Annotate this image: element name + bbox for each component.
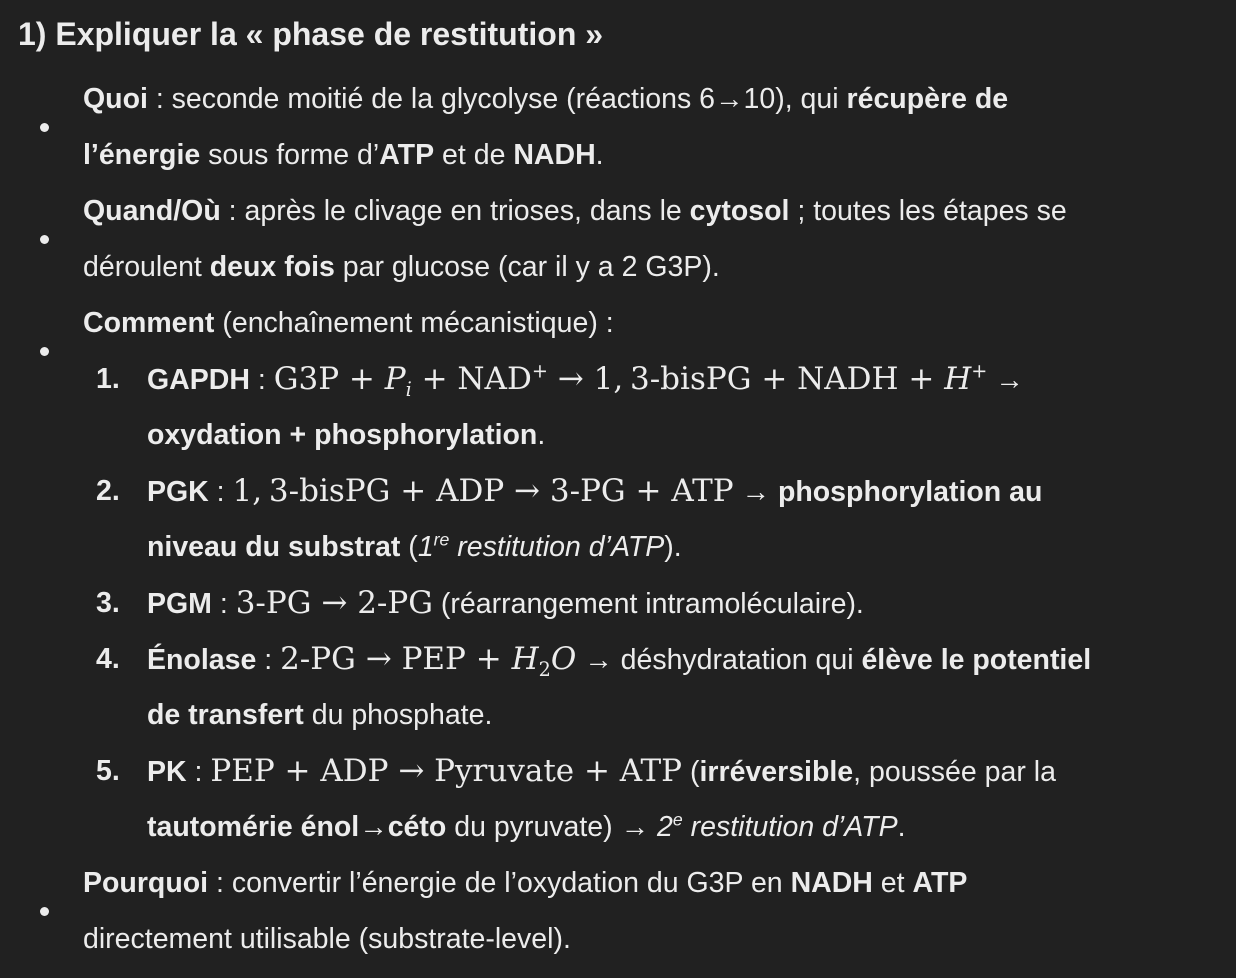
eq-part: + NAD [411, 361, 532, 397]
step-bold: de transfert [147, 699, 304, 731]
pourquoi-text: directement utilisable (substrate-level). [83, 923, 571, 955]
eq-sup: + [531, 359, 548, 383]
italic-part: restitution d’ATP [682, 811, 898, 843]
step-line [147, 407, 545, 463]
step-bold: irréversible [699, 756, 854, 788]
step-text: du pyruvate) → [446, 811, 657, 843]
quand-text: par glucose (car il y a 2 G3P). [334, 251, 720, 283]
pourquoi-line-1 [83, 855, 967, 911]
eq-part: G3P + [273, 361, 385, 397]
eq-part: H [944, 361, 972, 397]
eq-part: H [511, 641, 539, 677]
quoi-line-2 [83, 127, 604, 183]
quoi-text: et de [434, 139, 514, 171]
quand-bold: cytosol [689, 195, 790, 227]
arrow-text: → [987, 364, 1024, 396]
ordinal-sup: e [672, 809, 683, 830]
pourquoi-bold: ATP [912, 867, 968, 899]
eq-arrow: → [547, 361, 594, 397]
eq-part: 1, [593, 361, 624, 397]
step-number: 3. [96, 587, 120, 619]
bullet-dot [40, 907, 49, 916]
ordinal-sup: re [433, 529, 450, 550]
step-text: . [897, 811, 906, 843]
separator: : [208, 476, 233, 508]
pourquoi-bold: NADH [790, 867, 873, 899]
step-number: 4. [96, 643, 120, 675]
eq-part: 2-PG → PEP + [280, 641, 512, 677]
eq-sub: i [405, 378, 412, 402]
ordinal-num: 2 [657, 811, 673, 843]
step-number: 2. [96, 475, 120, 507]
italic-part: restitution d’ATP [449, 531, 665, 563]
quoi-text: sous forme d’ [200, 139, 380, 171]
pourquoi-text: : convertir l’énergie de l’oxydation du G3P en [208, 867, 791, 899]
step-text: → déshydratation qui [576, 644, 862, 676]
quoi-line-1 [83, 71, 1008, 127]
step-bold: phosphorylation au [777, 476, 1043, 508]
eq-part: O [550, 641, 577, 677]
quoi-bold: NADH [513, 139, 596, 171]
step-text: ( [682, 756, 700, 788]
step-bold: tautomérie énol→céto [147, 811, 447, 843]
enzyme-name: GAPDH [147, 364, 250, 396]
equation [273, 359, 988, 402]
comment-line-1 [83, 295, 614, 351]
quand-bold: deux fois [209, 251, 335, 283]
enzyme-name: PGM [147, 588, 212, 620]
step-number: 5. [96, 755, 120, 787]
separator: : [256, 644, 281, 676]
arrow-text: → [733, 476, 778, 508]
step-line [147, 519, 682, 575]
quoi-text: . [595, 139, 604, 171]
step-number: 1. [96, 363, 120, 395]
comment-label: Comment [83, 307, 215, 339]
pourquoi-line-2 [83, 911, 571, 967]
separator: : [211, 588, 236, 620]
quand-line-2 [83, 239, 720, 295]
italic-text [418, 531, 664, 563]
quoi-label: Quoi [83, 83, 148, 115]
eq-sup: + [971, 359, 988, 383]
enzyme-name: PGK [147, 476, 209, 508]
comment-text: (enchaînement mécanistique) : [214, 307, 614, 339]
section-heading: 1) Expliquer la « phase de restitution » [18, 16, 604, 52]
quand-line-1 [83, 183, 1067, 239]
step-line [147, 575, 864, 632]
quand-label: Quand/Où [83, 195, 221, 227]
step-text: du phosphate. [303, 699, 493, 731]
step-bold: oxydation + phosphorylation [147, 419, 538, 451]
step-text: ( [400, 531, 418, 563]
step-bold: niveau du substrat [147, 531, 401, 563]
quand-text: déroulent [83, 251, 210, 283]
eq-part: P [384, 361, 406, 397]
bullet-dot [40, 123, 49, 132]
step-text: . [537, 419, 546, 451]
step-text: (réarrangement intramoléculaire). [433, 588, 864, 620]
step-line [147, 631, 1091, 688]
quoi-bold: ATP [379, 139, 435, 171]
equation: PEP + ADP → Pyruvate + ATP [210, 753, 683, 789]
step-line [147, 463, 1042, 520]
quoi-bold: récupère de [846, 83, 1009, 115]
step-text: ). [664, 531, 682, 563]
separator: : [186, 756, 211, 788]
eq-sub: 2 [538, 658, 551, 682]
enzyme-name: Énolase [147, 644, 257, 676]
bullet-dot [40, 235, 49, 244]
pourquoi-text: et [872, 867, 913, 899]
equation: 3-PG → 2-PG [235, 585, 434, 621]
ordinal-num: 1 [417, 531, 434, 563]
enzyme-name: PK [147, 756, 187, 788]
quoi-text: : seconde moitié de la glycolyse (réactions 6→10), qui [147, 83, 847, 115]
eq-part: 3-bisPG + NADH + [629, 361, 945, 397]
quoi-bold: l’énergie [83, 139, 201, 171]
step-line [147, 687, 492, 743]
equation [280, 641, 577, 682]
step-line [147, 799, 906, 855]
quand-text: ; toutes les étapes se [789, 195, 1067, 227]
quand-text: : après le clivage en trioses, dans le [220, 195, 690, 227]
separator: : [249, 364, 274, 396]
step-text: , poussée par la [853, 756, 1056, 788]
step-line [147, 351, 1024, 408]
bullet-dot [40, 347, 49, 356]
equation [233, 473, 734, 509]
eq-part: 3-bisPG + ADP → 3-PG + ATP [268, 473, 734, 509]
step-bold: élève le potentiel [861, 644, 1092, 676]
step-line [147, 743, 1056, 800]
eq-part: 1, [232, 473, 263, 509]
pourquoi-label: Pourquoi [83, 867, 209, 899]
italic-text [657, 811, 898, 843]
